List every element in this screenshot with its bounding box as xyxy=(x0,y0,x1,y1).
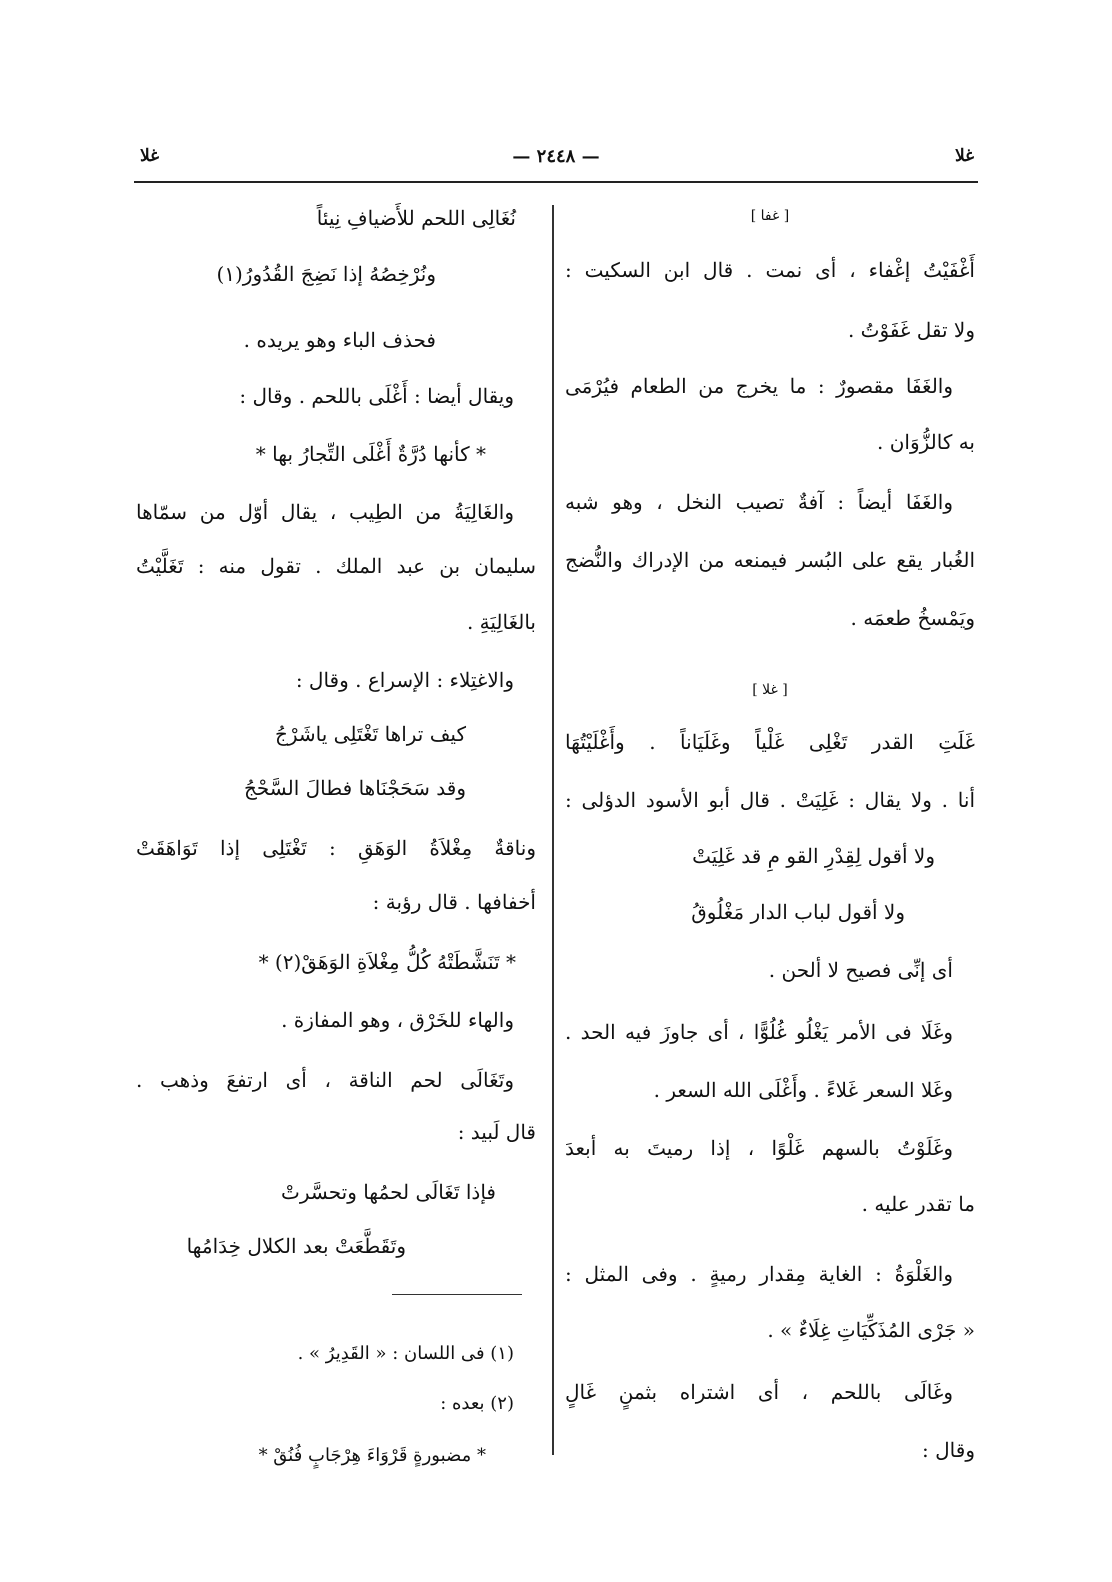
text-line: والغَفَا أيضاً : آفةٌ تصيب النخل ، وهو شبه xyxy=(565,490,953,514)
text-line: والاغتِلاء : الإسراع . وقال : xyxy=(295,668,514,692)
verse-line: نُغَالِى اللحم للأَضيافِ نِيئاً xyxy=(316,206,516,230)
text-line: ويَمْسخُ طعمَه . xyxy=(850,606,975,630)
verse-line: ولا أقول لِقِدْرِ القو مِ قد غَلِيَتْ xyxy=(692,844,935,868)
footnote-1: (١) فى اللسان : « القَدِيرُ » . xyxy=(297,1343,514,1364)
text-line: قال لَبيد : xyxy=(457,1120,536,1144)
text-line: أى إنِّى فصيح لا ألحن . xyxy=(768,958,953,982)
text-line: فحذف الباء وهو يريده . xyxy=(243,328,436,352)
verse-line: * كأنها دُرَّةٌ أَغْلَى التِّجارُ بها * xyxy=(255,442,486,466)
text-line: وتَغَالَى لحم الناقة ، أى ارتفعَ وذهب . xyxy=(136,1068,514,1092)
text-line: سليمان بن عبد الملك . تقول منه : تَغَلَّيْتُ xyxy=(136,554,536,578)
text-line: والغَفَا مقصورٌ : ما يخرج من الطعام فيُرْمَى xyxy=(565,374,953,398)
text-line: الغُبار يقع على البُسر فيمنعه من الإدراك والنُّضج xyxy=(565,548,975,572)
section-title-ghafa: [ غفا ] xyxy=(750,208,790,224)
text-line: غَلَتِ القدر تَغْلِى غَلْياً وغَلَيَاناً . وأَغْلَيْتُهَا xyxy=(565,730,975,754)
verse-line: ولا أقول لباب الدار مَغْلُوقُ xyxy=(691,900,905,924)
verse-line: ونُرْخِصُهُ إذا نَضِجَ القُدُورُ(١) xyxy=(216,262,436,286)
footnote-rule xyxy=(392,1294,522,1295)
text-line: به كالزُّوَان . xyxy=(876,430,975,454)
text-line: وقال : xyxy=(922,1438,975,1462)
verse-line: * تَنَشَّطَتْهُ كُلُّ مِغْلاَةِ الوَهَقْ(٢) * xyxy=(258,950,516,974)
verse-line: وقد سَحَجْنَاها فطالَ السَّحْجُ xyxy=(243,776,466,800)
section-title-ghala: [ غلا ] xyxy=(752,682,788,698)
text-line: ما تقدر عليه . xyxy=(861,1192,975,1216)
text-line: والغَلْوَةُ : الغاية مِقدار رميةٍ . وفى المثل : xyxy=(565,1262,953,1286)
text-line: والغَالِيَةُ من الطِيب ، يقال أوّل من سمّاها xyxy=(136,500,514,524)
text-line: والهاء للخَرْق ، وهو المفازة . xyxy=(281,1008,514,1032)
text-line: أنا . ولا يقال : غَلِيَتْ . قال أبو الأسود الدؤلى : xyxy=(565,788,975,812)
text-line: وغَلَا فى الأمر يَغْلُو غُلُوًّا ، أى جاوزَ فيه الحد . xyxy=(565,1020,953,1044)
header-headword-left: غلا xyxy=(140,146,160,166)
verse-line: فإذا تَغَالَى لحمُها وتحسَّرتْ xyxy=(281,1180,496,1204)
header-headword-right: غلا xyxy=(954,146,974,166)
text-line: وناقةٌ مِغْلاَةُ الوَهَقِ : تَغْتَلِى إذا تَوَاهَقَتْ xyxy=(136,836,536,860)
text-line: أَغْفَيْتُ إغْفاء ، أى نمت . قال ابن السكيت : xyxy=(565,258,975,282)
page-number: — ٢٤٤٨ — xyxy=(512,146,600,167)
footnote-verse: * مضبورةٍ قَرْوَاءَ هِرْجَابٍ فُنُقْ * xyxy=(258,1445,486,1466)
header-rule xyxy=(134,181,978,183)
footnote-2: (٢) بعده : xyxy=(440,1393,514,1414)
text-line: وغَلَوْتُ بالسهم غَلْوًا ، إذا رميتَ به أبعدَ xyxy=(565,1136,953,1160)
text-line: بالغَالِيَةِ . xyxy=(466,610,536,634)
column-divider xyxy=(552,205,554,1455)
text-line: وغَلا السعر غَلاءً . وأَغْلَى الله السعر . xyxy=(653,1078,953,1102)
text-line: أخفافها . قال رؤبة : xyxy=(372,890,536,914)
verse-line: وتَقَطَّعَتْ بعد الكلال خِدَامُها xyxy=(186,1234,406,1258)
verse-line: كيف تراها تَغْتَلِى ياشَرْجُ xyxy=(274,722,466,746)
text-line: ولا تقل غَفَوْتُ . xyxy=(847,318,975,342)
text-line: ويقال أيضا : أَغْلَى باللحم . وقال : xyxy=(239,384,514,408)
text-line: وغَالَى باللحم ، أى اشتراه بثمنٍ غَالٍ xyxy=(565,1380,953,1404)
text-line: « جَرْى المُذَكِّيَاتِ غِلَاءٌ » . xyxy=(767,1318,975,1342)
